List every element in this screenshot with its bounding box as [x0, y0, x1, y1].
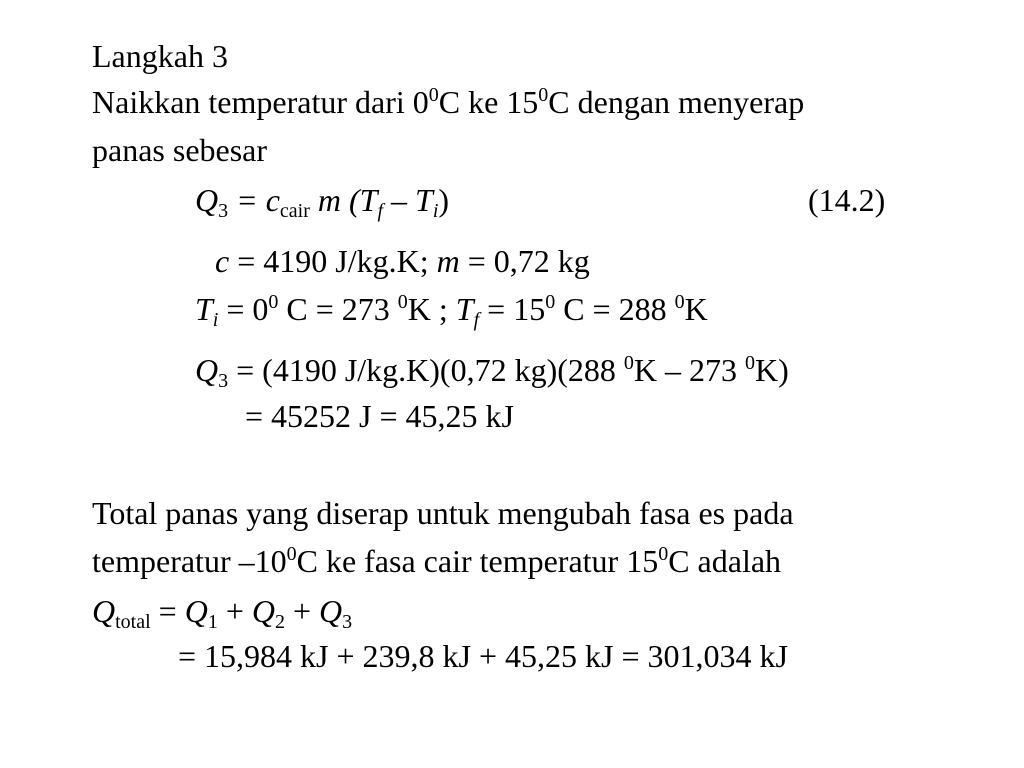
- intro-line-2: panas sebesar: [92, 132, 268, 168]
- given-temperatures: $T_i = 0^0$ C = 273 $^0$K ; $T_f = 15^0$ C = 288 $^0$K: [195, 291, 708, 331]
- equation-number: (14.2): [808, 182, 886, 218]
- given-c-m: c = 4190 J/kg.K; m = 0,72 kg: [215, 243, 590, 279]
- intro-line-1: Naikkan temperatur dari $0^0C$ ke $15^0C$ dengan menyerap: [92, 84, 805, 120]
- formula-q3: $Q_3 = c_{cair}$ m $(T_f - T_i)$: [195, 182, 450, 222]
- total-line-2: temperatur $-10^0C$ ke fasa cair temperatur $15^0C$ adalah: [92, 543, 782, 579]
- total-formula: $Q_{total} = Q_1 + Q_2 + Q_3$: [92, 593, 353, 633]
- step-heading: Langkah 3: [92, 38, 228, 74]
- calc-result: = 45252 J = 45,25 kJ: [245, 398, 514, 434]
- calc-q3: $Q_3 = (4190$ J/kg.K)(0,72 kg)(288 $^0$K – 273 $^0$K): [195, 352, 789, 392]
- total-result: = 15,984 kJ + 239,8 kJ + 45,25 kJ = 301,034 kJ: [178, 638, 788, 674]
- total-line-1: Total panas yang diserap untuk mengubah fasa es pada: [92, 495, 794, 531]
